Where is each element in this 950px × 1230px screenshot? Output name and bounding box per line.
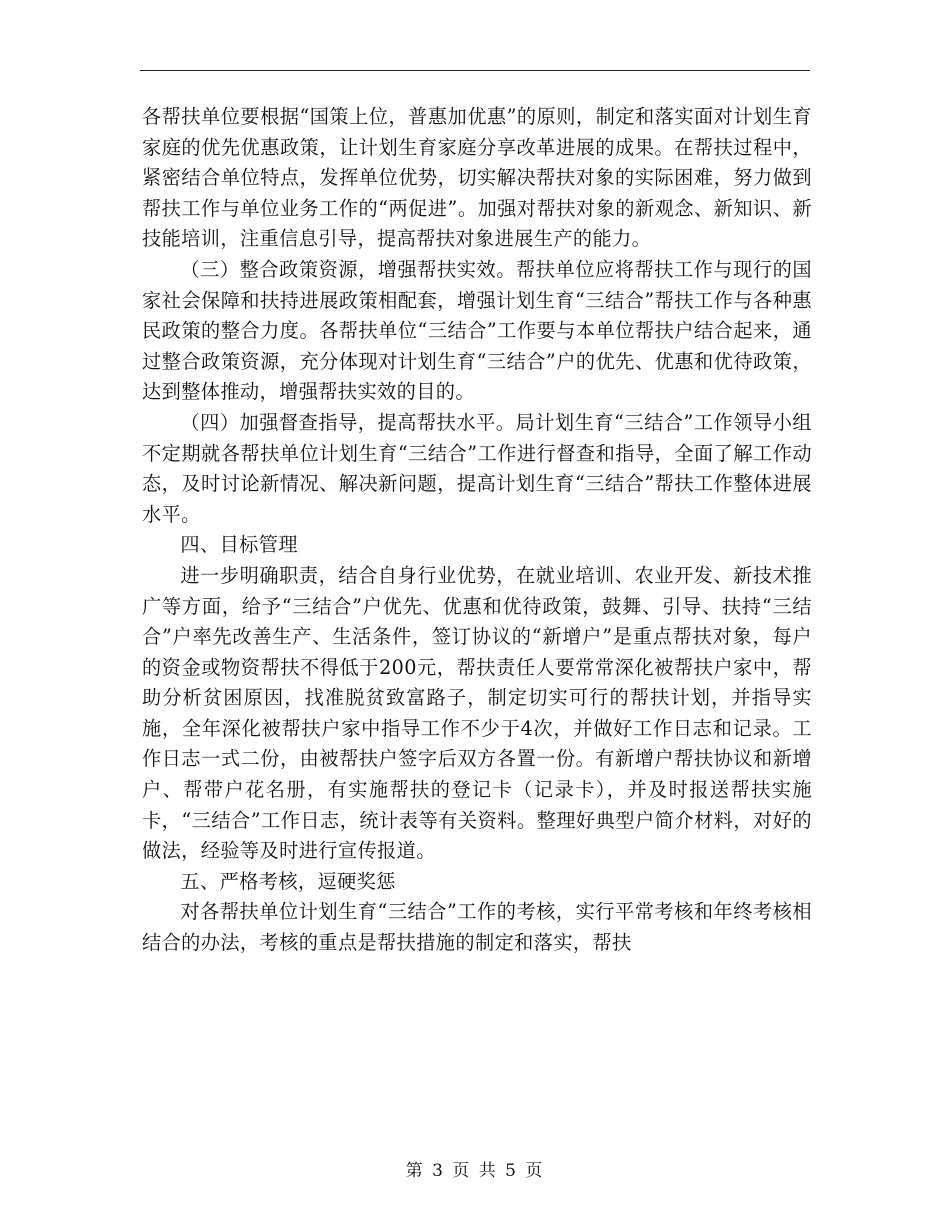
section-heading-assessment: 五、严格考核，逗硬奖惩 [180,869,396,893]
paragraph-assessment: 对各帮扶单位计划生育“三结合”工作的考核，实行平常考核和年终考核相结合的办法，考核的重点是帮扶措施的制定和落实，帮扶 [142,900,812,955]
paragraph-supervision: （四）加强督查指导，提高帮扶水平。局计划生育“三结合”工作领导小组不定期就各帮扶单位计划生育“三结合”工作进行督查和指导，全面了解工作动态，及时讨论新情况、解决新问题，提高计划生育“三结合”帮扶工作整体进展水平。 [142,410,812,526]
header-rule [140,70,810,71]
paragraph-policy-intro: 各帮扶单位要根据“国策上位，普惠加优惠”的原则，制定和落实面对计划生育家庭的优先优惠政策，让计划生育家庭分享改革进展的成果。在帮扶过程中，紧密结合单位特点，发挥单位优势，切实解决帮扶对象的实际困难，努力做到帮扶工作与单位业务工作的“两促进”。加强对帮扶对象的新观念、新知识、新技能培训，注重信息引导，提高帮扶对象进展生产的能力。 [142,105,812,251]
paragraph-target-management: 进一步明确职责，结合自身行业优势，在就业培训、农业开发、新技术推广等方面，给予“三结合”户优先、优惠和优待政策，鼓舞、引导、扶持“三结合”户率先改善生产、生活条件，签订协议的“新增户”是重点帮扶对象，每户的资金或物资帮扶不得低于200元，帮扶责任人要常常深化被帮扶户家中，帮助分析贫困原因，找准脱贫致富路子，制定切实可行的帮扶计划，并指导实施，全年深化被帮扶户家中指导工作不少于4次，并做好工作日志和记录。工作日志一式二份，由被帮扶户签字后双方各置一份。有新增户帮扶协议和新增户、帮带户花名册，有实施帮扶的登记卡（记录卡），并及时报送帮扶实施卡，“三结合”工作日志，统计表等有关资料。整理好典型户简介材料，对好的做法，经验等及时进行宣传报道。 [142,563,812,863]
page-number-footer: 第 3 页 共 5 页 [405,1161,545,1181]
section-heading-target-management: 四、目标管理 [180,533,298,557]
document-body [142,102,812,959]
paragraph-integrate-policy: （三）整合政策资源，增强帮扶实效。帮扶单位应将帮扶工作与现行的国家社会保障和扶持进展政策相配套，增强计划生育“三结合”帮扶工作与各种惠民政策的整合力度。各帮扶单位“三结合”工作要与本单位帮扶户结合起来，通过整合政策资源，充分体现对计划生育“三结合”户的优先、优惠和优待政策，达到整体推动，增强帮扶实效的目的。 [142,257,812,404]
